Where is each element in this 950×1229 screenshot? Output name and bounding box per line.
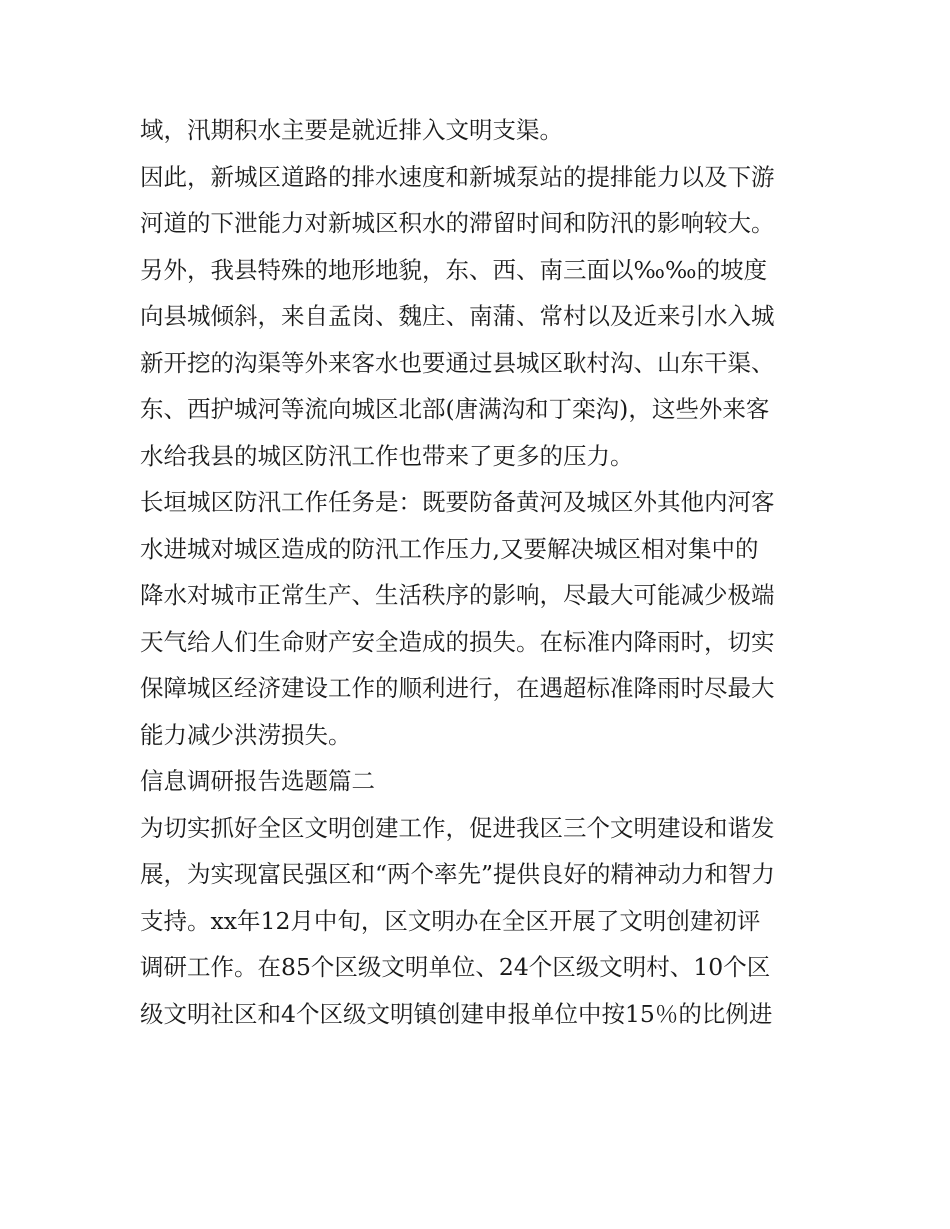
text-line: 长垣城区防汛工作任务是：既要防备黄河及城区外其他内河客	[140, 488, 775, 516]
text-line: 调研工作。在85个区级文明单位、24个区级文明村、10个区	[140, 953, 771, 981]
text-line: 因此，新城区道路的排水速度和新城泵站的提排能力以及下游	[140, 162, 775, 191]
document-body	[140, 107, 820, 1037]
text-line: 展，为实现富民强区和“两个率先”提供良好的精神动力和智力	[140, 860, 776, 888]
text-line: 降水对城市正常生产、生活秩序的影响，尽最大可能减少极端	[140, 581, 775, 609]
text-line: 保障城区经济建设工作的顺利进行，在遇超标准降雨时尽最大	[140, 674, 775, 702]
text-line: 河道的下泄能力对新城区积水的滞留时间和防汛的影响较大。	[140, 209, 775, 237]
text-line: 域，汛期积水主要是就近排入文明支渠。	[140, 116, 563, 144]
text-line: 水给我县的城区防汛工作也带来了更多的压力。	[140, 441, 634, 470]
text-line: 支持。xx年12月中旬，区文明办在全区开展了文明创建初评	[140, 906, 761, 935]
text-line: 级文明社区和4个区级文明镇创建申报单位中按15％的比例进	[140, 999, 773, 1028]
text-line: 东、西护城河等流向城区北部(唐满沟和丁栾沟)，这些外来客	[140, 395, 770, 423]
text-line: 天气给人们生命财产安全造成的损失。在标准内降雨时，切实	[140, 627, 775, 656]
text-line: 向县城倾斜，来自孟岗、魏庄、南蒲、常村以及近来引水入城	[140, 302, 775, 330]
text-line: 新开挖的沟渠等外来客水也要通过县城区耿村沟、山东干渠、	[140, 348, 775, 377]
text-line: 另外，我县特殊的地形地貌，东、西、南三面以‰‰的坡度	[140, 255, 768, 284]
section-heading: 信息调研报告选题篇二	[140, 767, 375, 795]
text-line: 水进城对城区造成的防汛工作压力,又要解决城区相对集中的	[140, 534, 759, 563]
text-line: 为切实抓好全区文明创建工作，促进我区三个文明建设和谐发	[140, 813, 775, 842]
text-line: 能力减少洪涝损失。	[140, 720, 352, 749]
